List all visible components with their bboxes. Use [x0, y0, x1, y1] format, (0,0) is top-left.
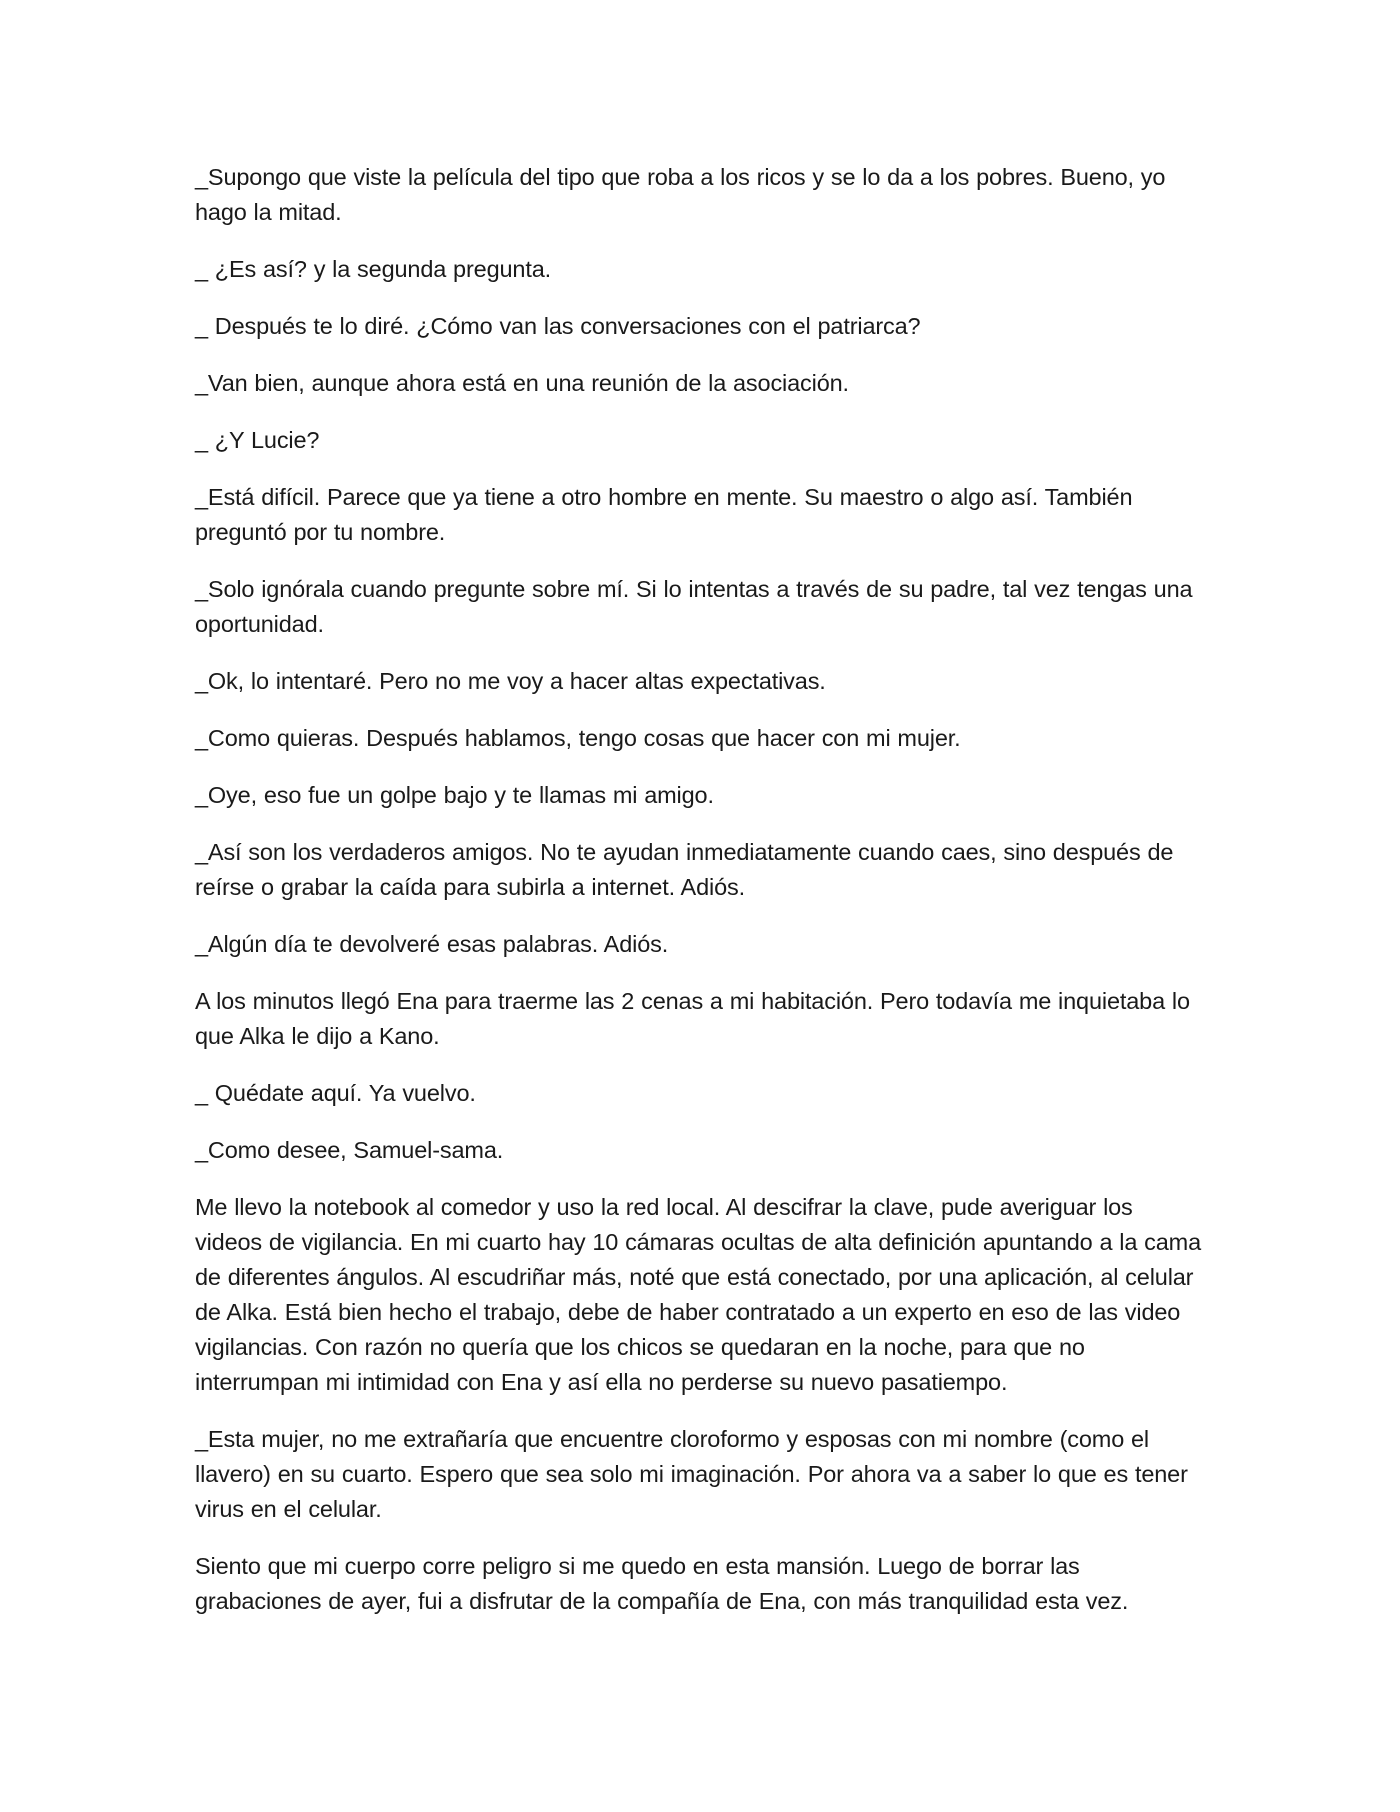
- paragraph: _Como quieras. Después hablamos, tengo cosas que hacer con mi mujer.: [195, 725, 961, 751]
- paragraph: Siento que mi cuerpo corre peligro si me quedo en esta mansión. Luego de borrar las grabaciones de ayer, fui a disfrutar de la compañía de Ena, con más tranquilidad esta vez.: [195, 1553, 1129, 1614]
- paragraph: _Oye, eso fue un golpe bajo y te llamas mi amigo.: [195, 782, 714, 808]
- paragraph: Me llevo la notebook al comedor y uso la red local. Al descifrar la clave, pude averiguar los videos de vigilancia. En mi cuarto hay 10 cámaras ocultas de alta definición apuntando a la cama de diferentes ángulos. Al escudriñar más, noté que está conectado, por una aplicación, al celular de Alka. Está bien hecho el trabajo, debe de haber contratado a un experto en eso de las video vigilancias. Con razón no quería que los chicos se quedaran en la noche, para que no interrumpan mi intimidad con Ena y así ella no perderse su nuevo pasatiempo.: [195, 1194, 1202, 1395]
- paragraph: _Van bien, aunque ahora está en una reunión de la asociación.: [195, 370, 849, 396]
- paragraph: _Así son los verdaderos amigos. No te ayudan inmediatamente cuando caes, sino después de reírse o grabar la caída para subirla a internet. Adiós.: [195, 839, 1174, 900]
- paragraph: _ Después te lo diré. ¿Cómo van las conversaciones con el patriarca?: [195, 313, 921, 339]
- paragraph: _Algún día te devolveré esas palabras. Adiós.: [195, 931, 669, 957]
- paragraph: _Supongo que viste la película del tipo que roba a los ricos y se lo da a los pobres. Bueno, yo hago la mitad.: [195, 164, 1166, 225]
- paragraph: _ Quédate aquí. Ya vuelvo.: [195, 1080, 476, 1106]
- paragraph: _Ok, lo intentaré. Pero no me voy a hacer altas expectativas.: [195, 668, 826, 694]
- document-page: [195, 160, 1205, 1641]
- paragraph: _ ¿Es así? y la segunda pregunta.: [195, 256, 552, 282]
- paragraph: _Como desee, Samuel-sama.: [195, 1137, 504, 1163]
- paragraph: A los minutos llegó Ena para traerme las 2 cenas a mi habitación. Pero todavía me inquietaba lo que Alka le dijo a Kano.: [195, 988, 1190, 1049]
- paragraph: _Está difícil. Parece que ya tiene a otro hombre en mente. Su maestro o algo así. También preguntó por tu nombre.: [195, 484, 1133, 545]
- paragraph: _Solo ignórala cuando pregunte sobre mí. Si lo intentas a través de su padre, tal vez tengas una oportunidad.: [195, 576, 1193, 637]
- paragraph: _Esta mujer, no me extrañaría que encuentre cloroformo y esposas con mi nombre (como el llavero) en su cuarto. Espero que sea solo mi imaginación. Por ahora va a saber lo que es tener virus en el celular.: [195, 1426, 1188, 1522]
- paragraph: _ ¿Y Lucie?: [195, 427, 320, 453]
